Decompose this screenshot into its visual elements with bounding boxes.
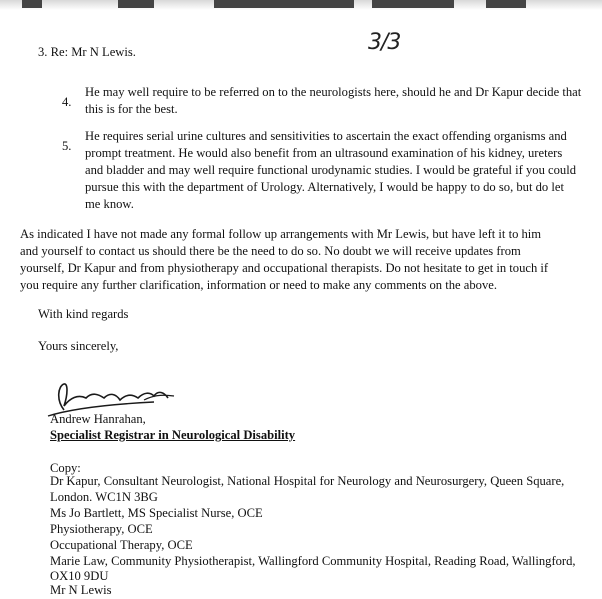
sign-off: Yours sincerely, — [38, 339, 119, 353]
item-line: He may well require to be referred on to the neurologists here, should he and Dr Kapur decide that — [85, 85, 582, 99]
copy-heading: Copy: — [50, 461, 81, 475]
item-line: prompt treatment. He would also benefit from an ultrasound examination of his kidney, ureters — [85, 146, 563, 160]
copy-line: Ms Jo Bartlett, MS Specialist Nurse, OCE — [50, 506, 263, 520]
copy-line: Mr N Lewis — [50, 583, 112, 597]
copy-line: Marie Law, Community Physiotherapist, Wallingford Community Hospital, Reading Road, Wallingford, — [50, 554, 576, 568]
item-line: and bladder and may well require functional urodynamic studies. I would be grateful if you could — [85, 163, 577, 177]
re-line: 3. Re: Mr N Lewis. — [38, 45, 136, 59]
item-number: 5. — [62, 139, 72, 153]
paragraph-line: you require any further clarification, information or need to make any comments on the above. — [20, 278, 497, 292]
copy-line: Occupational Therapy, OCE — [50, 538, 193, 552]
copy-line: Dr Kapur, Consultant Neurologist, National Hospital for Neurology and Neurosurgery, Queen Square, — [50, 474, 565, 488]
item-number: 4. — [62, 95, 72, 109]
copy-line: Physiotherapy, OCE — [50, 522, 153, 536]
item-line: pursue this with the department of Urology. Alternatively, I would be happy to do so, but do let — [85, 180, 564, 194]
paragraph-line: yourself, Dr Kapur and from physiotherapy and occupational therapists. Do not hesitate to get in touch if — [20, 261, 549, 275]
page-number-mark: 3/3 — [368, 30, 401, 55]
copy-line: London. WC1N 3BG — [50, 490, 158, 504]
paragraph-line: As indicated I have not made any formal follow up arrangements with Mr Lewis, but have left it to him — [20, 227, 542, 241]
item-line: me know. — [85, 197, 134, 211]
item-line: this is for the best. — [85, 102, 178, 116]
regards: With kind regards — [38, 307, 129, 321]
signer-name: Andrew Hanrahan, — [50, 412, 146, 426]
paragraph-line: and yourself to contact us should there be the need to do so. No doubt we will receive updates from — [20, 244, 521, 258]
item-line: He requires serial urine cultures and sensitivities to ascertain the exact offending organisms and — [85, 129, 567, 143]
scan-edge — [0, 0, 602, 10]
signer-title: Specialist Registrar in Neurological Disability — [50, 428, 296, 442]
copy-line: OX10 9DU — [50, 569, 109, 583]
